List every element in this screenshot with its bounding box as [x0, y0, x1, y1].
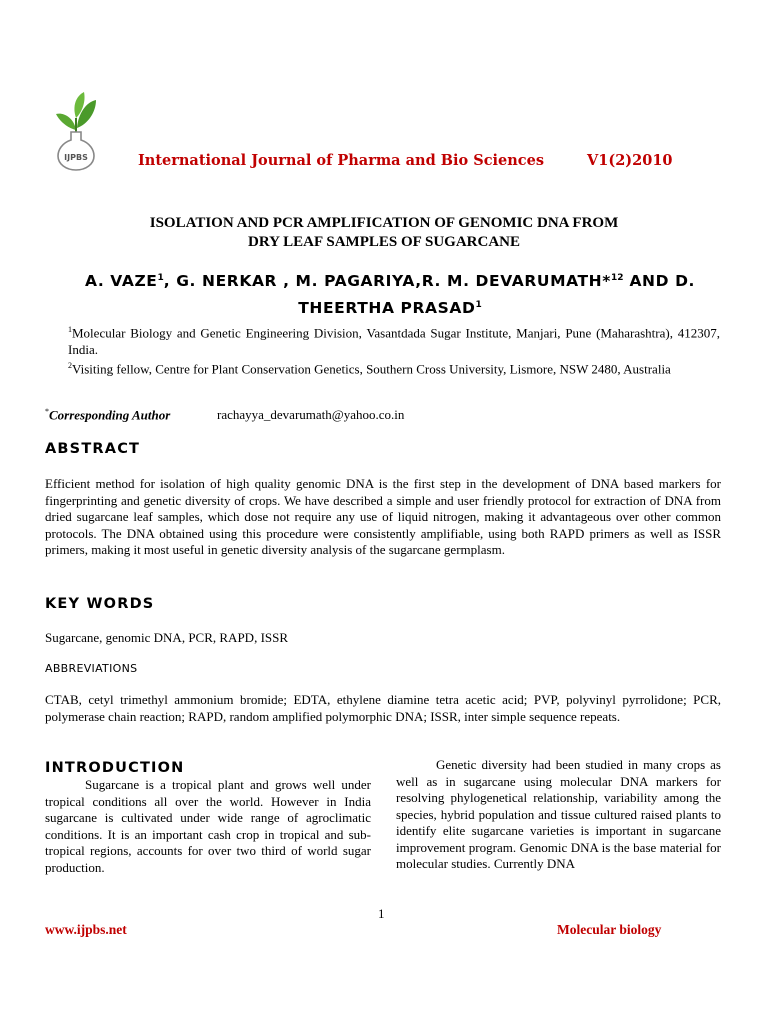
author-vaze: A. VAZE — [84, 272, 158, 291]
journal-website-link[interactable]: www.ijpbs.net — [45, 922, 127, 937]
abbreviations-heading: ABBREVIATIONS — [45, 662, 138, 675]
introduction-column-1: Sugarcane is a tropical plant and grows well under tropical conditions all over the world. However in India sugarcane is cultivated under wide range of agroclimatic conditions. It is an important cash crop in tropical and sub-tropical regions, accounts for over two third of world sugar production. — [45, 777, 371, 875]
author-group: , G. NERKAR , M. PAGARIYA,R. M. DEVARUMATH* — [163, 272, 611, 291]
journal-logo — [50, 88, 102, 172]
section-topic: Molecular biology — [557, 922, 662, 937]
paper-title — [0, 214, 768, 252]
journal-volume: V1(2)2010 — [587, 152, 673, 169]
page-number: 1 — [378, 906, 385, 921]
keywords-text: Sugarcane, genomic DNA, PCR, RAPD, ISSR — [45, 630, 289, 645]
introduction-heading: INTRODUCTION — [45, 760, 185, 776]
abstract-heading: ABSTRACT — [45, 441, 141, 457]
abstract-text: Efficient method for isolation of high quality genomic DNA is the first step in the development of DNA based markers for fingerprinting and genetic diversity of crops. We have described a simple and user friendly protocol for extraction of DNA from dried sugarcane leaf samples, which dose not require any use of liquid nitrogen, making it advantageous over other common protocols. The DNA obtained using this procedure were consistently amplifiable, using both RAPD primers as well as ISSR primers, making it most useful in genetic diversity analysis of the sugarcane germplasm. — [45, 476, 721, 557]
affiliation-2: $^2$Visiting fellow, Centre for Plant Conservation Genetics, Southern Cross University, Lismore, NSW 2480, Australia — [68, 361, 671, 377]
corresponding-email[interactable]: rachayya_devarumath@yahoo.co.in — [217, 407, 405, 422]
abbreviations-text: CTAB, cetyl trimethyl ammonium bromide; EDTA, ethylene diamine tetra acetic acid; PVP, polyvinyl pyrrolidone; PCR, polymerase chain reaction; RAPD, random amplified polymorphic DNA; ISSR, inter simple sequence repeats. — [45, 692, 721, 724]
paper-title-line-2: DRY LEAF SAMPLES OF SUGARCANE — [248, 234, 520, 250]
author-list: A. VAZE$^1$, G. NERKAR , M. PAGARIYA,R. M. DEVARUMATH*$^{12}$ AND D. THEERTHA PRASAD$^1$ — [84, 272, 696, 318]
journal-name: International Journal of Pharma and Bio Sciences — [138, 152, 545, 169]
paper-title-line-1: ISOLATION AND PCR AMPLIFICATION OF GENOMIC DNA FROM — [149, 215, 619, 231]
affiliations — [68, 322, 720, 378]
author-prasad: THEERTHA PRASAD — [298, 299, 476, 318]
svg-text:IJPBS: IJPBS — [64, 153, 88, 162]
keywords-heading: KEY WORDS — [45, 596, 155, 612]
flask-leaf-icon — [50, 88, 102, 172]
corresponding-label: Corresponding Author — [49, 407, 171, 423]
affiliation-1: $^1$Molecular Biology and Genetic Engineering Division, Vasantdada Sugar Institute, Manjari, Pune (Maharashtra), 412307, India. — [68, 325, 720, 357]
introduction-column-2: Genetic diversity had been studied in many crops as well as in sugarcane using molecular DNA markers for resolving phylogenetical relationship, variability among the species, hybrid population and tissue cultured raised plants to identify elite sugarcane varieties is important in sugarcane improvement program. Genomic DNA is the base material for molecular studies. Currently DNA — [396, 757, 721, 871]
corresponding-author: *Corresponding Author rachayya_devarumath@yahoo.co.in — [45, 407, 405, 423]
